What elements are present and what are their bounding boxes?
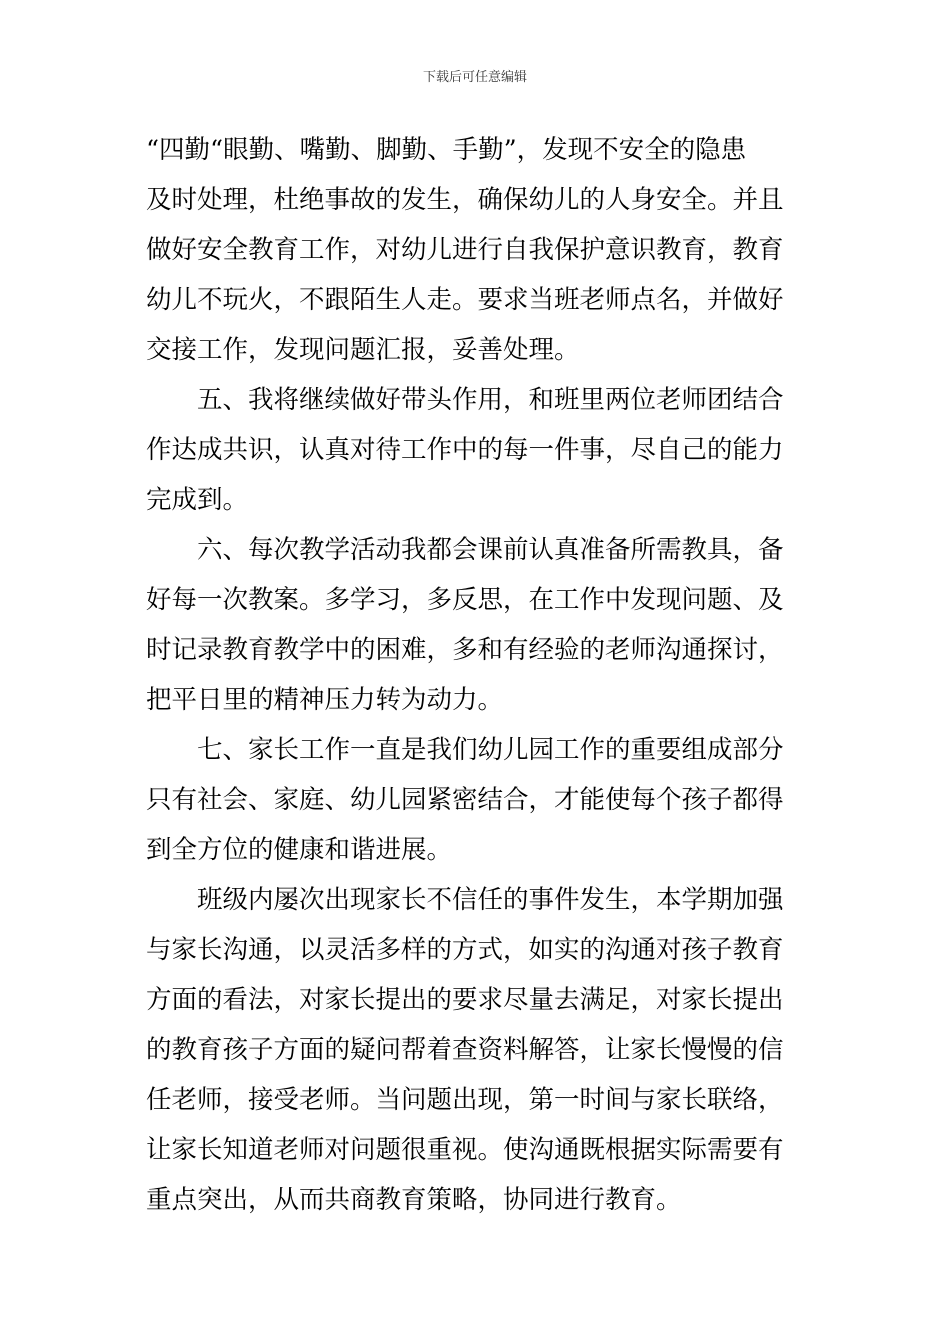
text-line: 把平日里的精神压力转为动力。 <box>146 685 504 715</box>
text-line: 六、每次教学活动我都会课前认真准备所需教具，备 <box>197 535 784 565</box>
text-line: 方面的看法，对家长提出的要求尽量去满足，对家长提出 <box>146 985 784 1015</box>
text-line: 好每一次教案。多学习，多反思，在工作中发现问题、及 <box>146 585 784 615</box>
text-line: 任老师，接受老师。当问题出现，第一时间与家长联络， <box>146 1085 784 1115</box>
text-line: 完成到。 <box>146 485 249 515</box>
text-line: 班级内屡次出现家长不信任的事件发生，本学期加强 <box>197 885 784 915</box>
paragraph-5 <box>146 875 810 1225</box>
paragraph-3 <box>146 525 810 725</box>
text-line: 作达成共识，认真对待工作中的每一件事，尽自己的能力 <box>146 435 784 465</box>
text-line: 到全方位的健康和谐进展。 <box>146 835 453 865</box>
text-line: 时记录教育教学中的困难，多和有经验的老师沟通探讨， <box>146 635 784 665</box>
text-line: 交接工作，发现问题汇报，妥善处理。 <box>146 335 580 365</box>
text-line: 及时处理，杜绝事故的发生，确保幼儿的人身安全。并且 <box>146 185 784 215</box>
document-body <box>146 125 810 1225</box>
text-line: 幼儿不玩火，不跟陌生人走。要求当班老师点名，并做好 <box>146 285 784 315</box>
paragraph-2 <box>146 375 810 525</box>
text-line: 只有社会、家庭、幼儿园紧密结合，才能使每个孩子都得 <box>146 785 784 815</box>
text-line: 让家长知道老师对问题很重视。使沟通既根据实际需要有 <box>146 1135 784 1165</box>
text-line: 五、我将继续做好带头作用，和班里两位老师团结合 <box>197 385 784 415</box>
paragraph-1 <box>146 125 810 375</box>
text-line: 做好安全教育工作，对幼儿进行自我保护意识教育，教育 <box>146 235 784 265</box>
text-line: 与家长沟通，以灵活多样的方式，如实的沟通对孩子教育 <box>146 935 784 965</box>
text-line: 的教育孩子方面的疑问帮着查资料解答，让家长慢慢的信 <box>146 1035 784 1065</box>
text-line: 重点突出，从而共商教育策略，协同进行教育。 <box>146 1185 682 1215</box>
header-note: 下载后可任意编辑 <box>422 70 527 85</box>
paragraph-4 <box>146 725 810 875</box>
text-line: “四勤“眼勤、嘴勤、脚勤、手勤”，发现不安全的隐患 <box>146 135 747 165</box>
text-line: 七、家长工作一直是我们幼儿园工作的重要组成部分 <box>197 735 784 765</box>
